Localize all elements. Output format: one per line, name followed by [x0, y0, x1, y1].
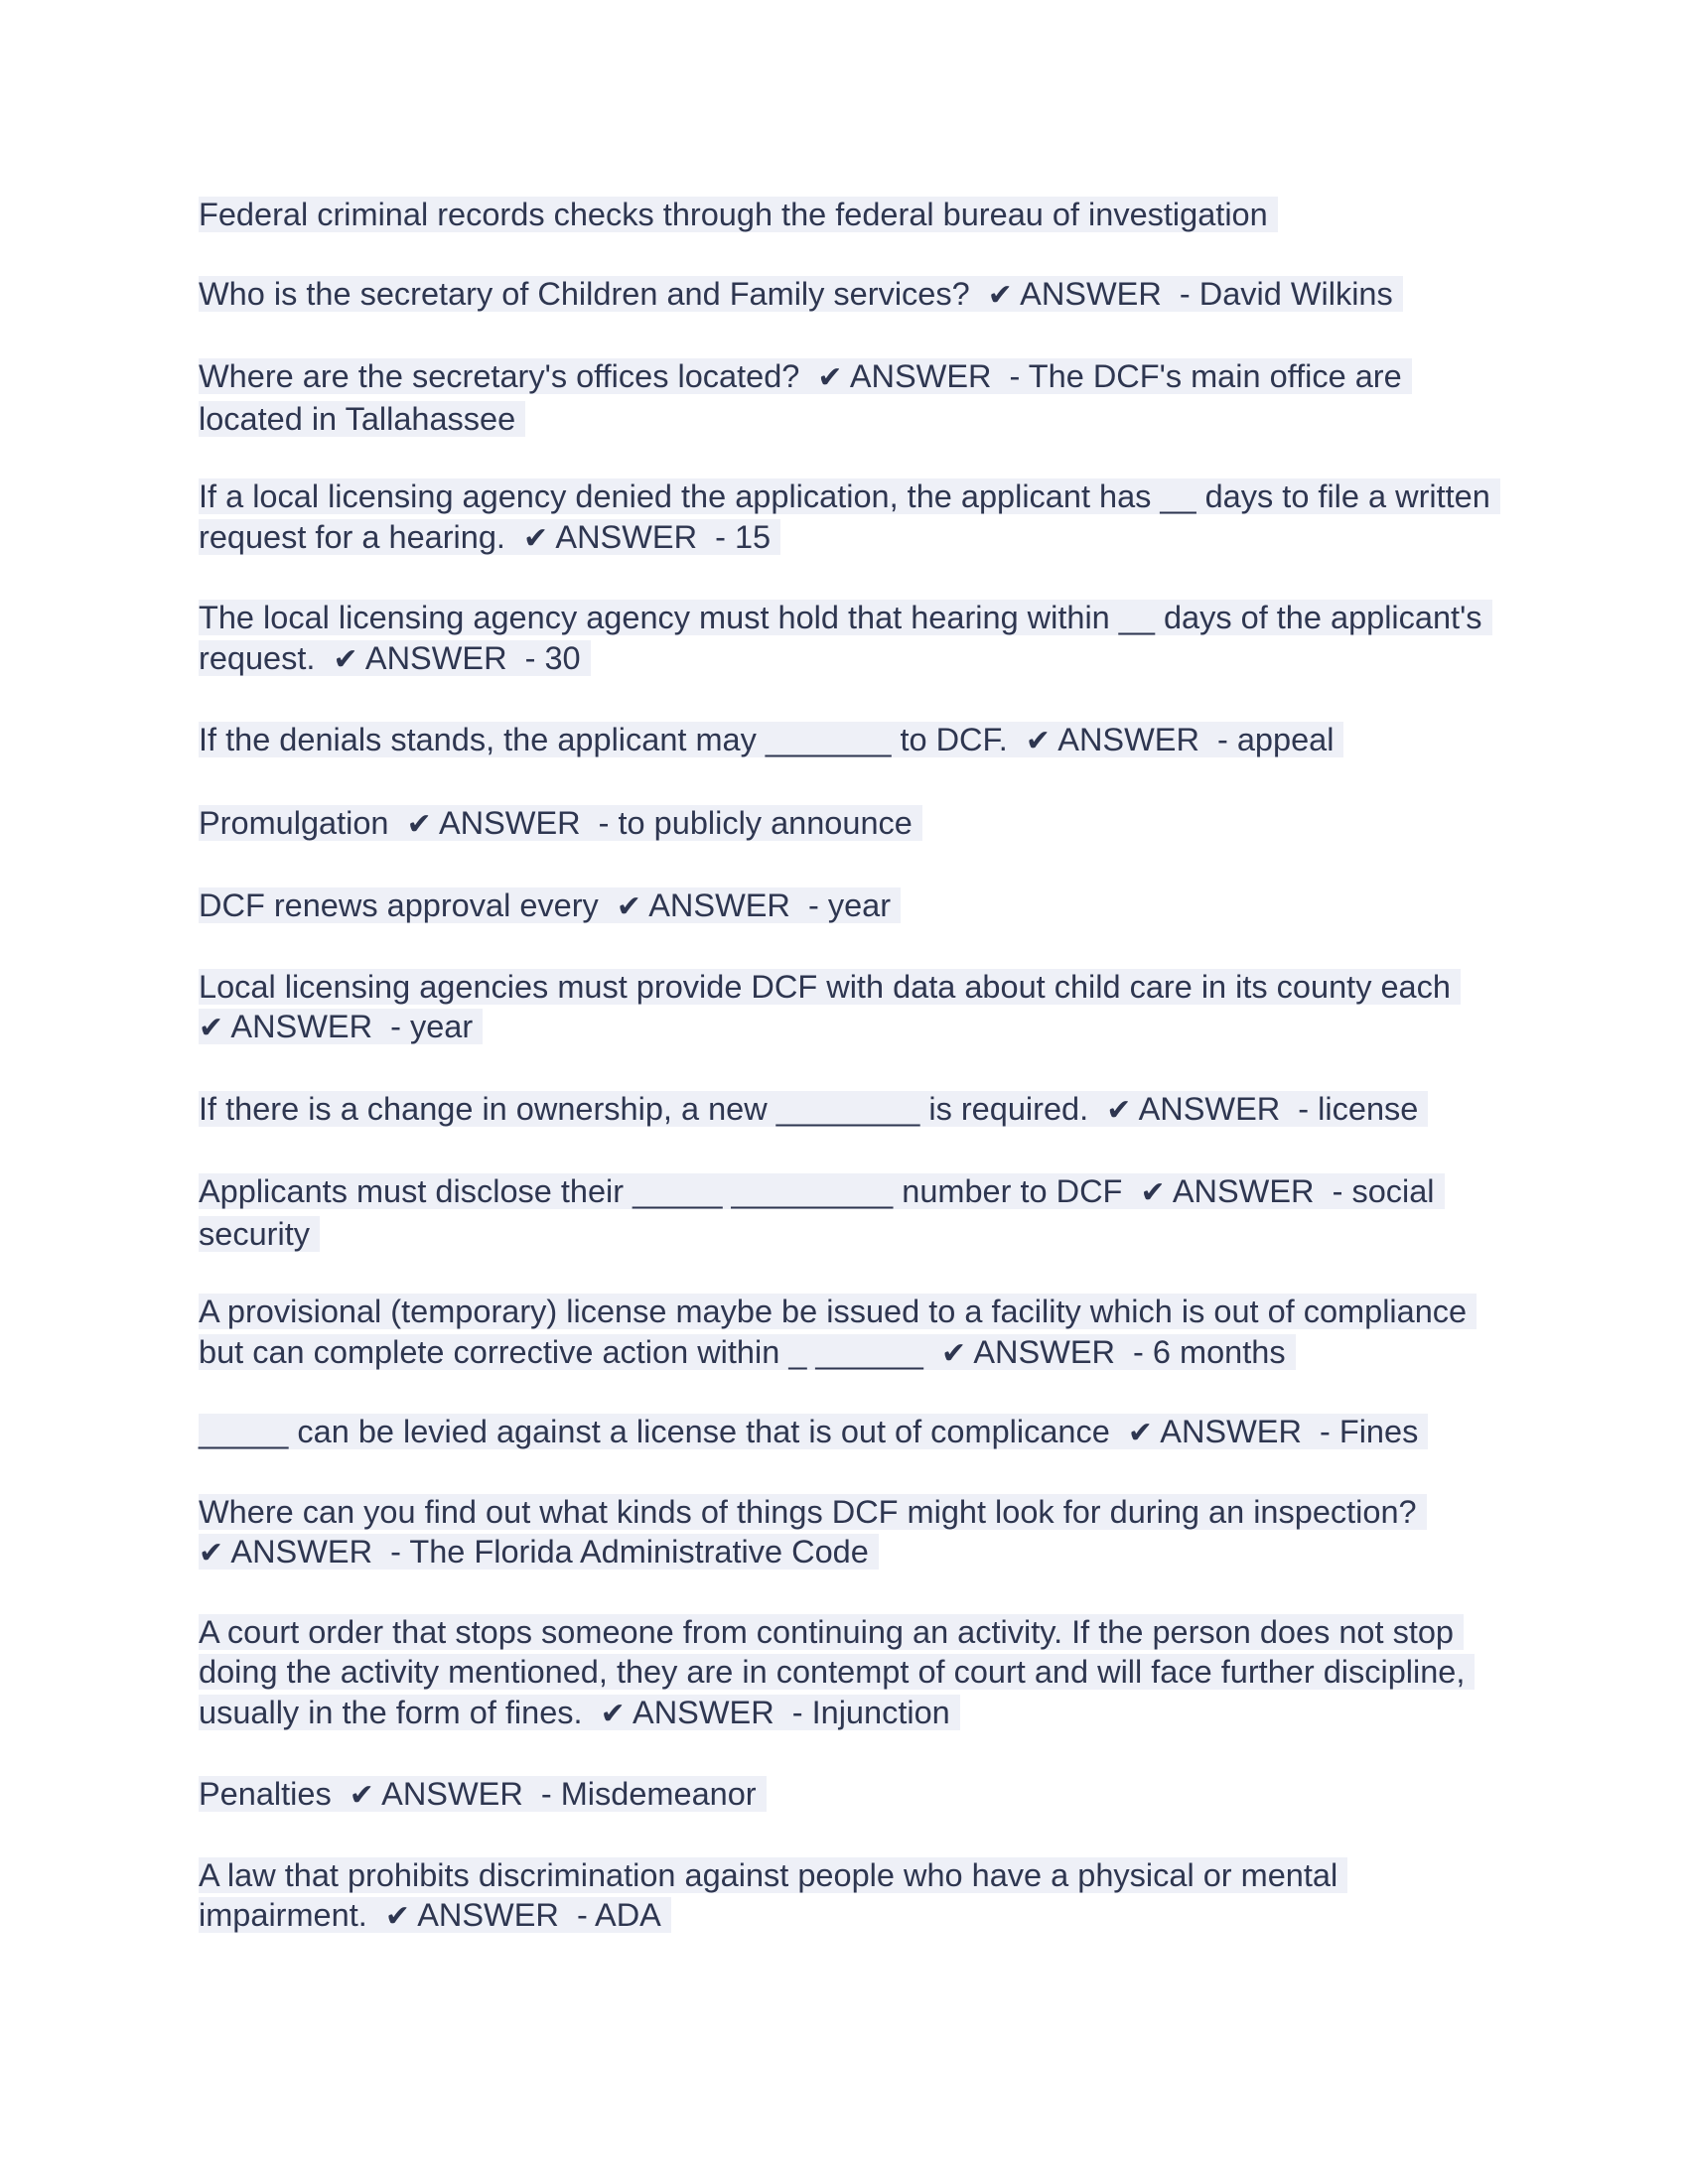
question-text: Applicants must disclose their _____ _________ number to DCF — [199, 1173, 1123, 1209]
answer-text: social security — [199, 1173, 1435, 1252]
question-text: Who is the secretary of Children and Family services? — [199, 275, 970, 312]
checkmark-icon: ✔ — [406, 806, 432, 842]
question-text: Where can you find out what kinds of things DCF might look for during an inspection? — [199, 1493, 1417, 1530]
entry-5: The local licensing agency agency must hold that hearing within __ days of the applicant's request. ✔ ANSWER - 30 — [199, 598, 1499, 680]
question-text: Penalties — [199, 1776, 332, 1812]
question-text: If there is a change in ownership, a new ________ is required. — [199, 1090, 1089, 1127]
answer-label: ANSWER — [1020, 275, 1162, 312]
checkmark-icon: ✔ — [523, 520, 549, 556]
question-text: A law that prohibits discrimination against people who have a physical or mental impairment. — [199, 1856, 1338, 1933]
entry-6: If the denials stands, the applicant may _______ to DCF. ✔ ANSWER - appeal — [199, 720, 1499, 762]
question-text: The local licensing agency agency must hold that hearing within __ days of the applicant's request. — [199, 600, 1482, 676]
checkmark-icon: ✔ — [1106, 1092, 1132, 1128]
answer-text: 30 — [544, 639, 581, 676]
question-text: Promulgation — [199, 804, 389, 841]
question-text: Local licensing agencies must provide DCF with data about child care in its county each — [199, 968, 1451, 1005]
checkmark-icon: ✔ — [384, 1899, 410, 1934]
answer-label: ANSWER — [1160, 1414, 1302, 1449]
entry-11: Applicants must disclose their _____ _________ number to DCF ✔ ANSWER - social security — [199, 1171, 1499, 1254]
entry-17: A law that prohibits discrimination against people who have a physical or mental impairment. ✔ ANSWER - ADA — [199, 1855, 1499, 1938]
entry-13: _____ can be levied against a license that is out of complicance ✔ ANSWER - Fines — [199, 1412, 1499, 1454]
answer-label: ANSWER — [417, 1897, 559, 1933]
question-text: A provisional (temporary) license maybe be issued to a facility which is out of compliance but can complete corrective action within _ ______ — [199, 1294, 1468, 1370]
entry-2: Who is the secretary of Children and Family services? ✔ ANSWER - David Wilkins — [199, 274, 1499, 317]
answer-text: 6 months — [1152, 1333, 1286, 1370]
answer-label: ANSWER — [230, 1009, 373, 1044]
checkmark-icon: ✔ — [349, 1778, 374, 1813]
entry-9: Local licensing agencies must provide DCF with data about child care in its county each ✔ ANSWER - year — [199, 967, 1499, 1049]
answer-label: ANSWER — [1057, 722, 1199, 757]
entry-8: DCF renews approval every ✔ ANSWER - year — [199, 886, 1499, 928]
answer-label: ANSWER — [633, 1694, 774, 1730]
entry-16: Penalties ✔ ANSWER - Misdemeanor — [199, 1774, 1499, 1817]
answer-text: The DCF's main office are located in Tallahassee — [199, 358, 1402, 437]
answer-text: year — [827, 887, 892, 923]
checkmark-icon: ✔ — [199, 1536, 224, 1570]
checkmark-icon: ✔ — [600, 1696, 626, 1731]
answer-text: David Wilkins — [1198, 275, 1393, 312]
answer-text: Misdemeanor — [560, 1776, 757, 1812]
question-text: If a local licensing agency denied the application, the applicant has __ days to file a written request for a hearing. — [199, 478, 1490, 555]
question-text: Where are the secretary's offices located? — [199, 358, 800, 394]
answer-label: ANSWER — [1138, 1090, 1281, 1127]
entry-3: Where are the secretary's offices located? ✔ ANSWER - The DCF's main office are located in Tallahassee — [199, 356, 1499, 439]
entry-14: Where can you find out what kinds of things DCF might look for during an inspection? ✔ ANSWER - The Florida Administrative Code — [199, 1492, 1499, 1574]
question-text: Federal criminal records checks through the federal bureau of investigation — [199, 197, 1268, 232]
answer-label: ANSWER — [230, 1534, 373, 1570]
checkmark-icon: ✔ — [940, 1335, 967, 1371]
answer-text: The Florida Administrative Code — [409, 1534, 869, 1570]
entry-7: Promulgation ✔ ANSWER - to publicly announce — [199, 803, 1499, 846]
answer-text: appeal — [1236, 722, 1335, 757]
question-text: DCF renews approval every — [199, 887, 599, 923]
answer-text: Fines — [1338, 1414, 1419, 1449]
document-page — [199, 195, 1499, 1938]
answer-label: ANSWER — [849, 358, 992, 394]
entry-10: If there is a change in ownership, a new ________ is required. ✔ ANSWER - license — [199, 1089, 1499, 1132]
answer-text: year — [409, 1009, 474, 1044]
answer-text: Injunction — [811, 1694, 950, 1730]
answer-label: ANSWER — [438, 804, 581, 841]
entry-1 — [199, 195, 1499, 235]
entry-15: A court order that stops someone from continuing an activity. If the person does not stop doing the activity mentioned, they are in contempt of court and will face further discipline, usually in the form of fines. ✔ ANSWER - Injunction — [199, 1612, 1499, 1735]
entry-4: If a local licensing agency denied the application, the applicant has __ days to file a written request for a hearing. ✔ ANSWER - 15 — [199, 477, 1499, 559]
checkmark-icon: ✔ — [199, 1011, 224, 1045]
checkmark-icon: ✔ — [817, 360, 843, 395]
answer-label: ANSWER — [973, 1333, 1115, 1370]
checkmark-icon: ✔ — [333, 641, 358, 677]
entry-12: A provisional (temporary) license maybe be issued to a facility which is out of compliance but can complete corrective action within _ ______ ✔ ANSWER - 6 months — [199, 1292, 1499, 1374]
answer-text: license — [1318, 1090, 1419, 1127]
answer-text: ADA — [595, 1897, 661, 1933]
answer-label: ANSWER — [1172, 1173, 1315, 1209]
checkmark-icon: ✔ — [1025, 724, 1052, 758]
checkmark-icon: ✔ — [616, 889, 641, 924]
question-text: If the denials stands, the applicant may _______ to DCF. — [199, 722, 1008, 757]
checkmark-icon: ✔ — [1140, 1175, 1166, 1210]
answer-text: 15 — [734, 518, 772, 555]
answer-label: ANSWER — [364, 639, 507, 676]
checkmark-icon: ✔ — [1127, 1416, 1154, 1450]
answer-label: ANSWER — [555, 518, 698, 555]
answer-label: ANSWER — [648, 887, 790, 923]
checkmark-icon: ✔ — [987, 277, 1013, 313]
answer-text: to publicly announce — [618, 804, 913, 841]
answer-label: ANSWER — [381, 1776, 523, 1812]
question-text: _____ can be levied against a license that is out of complicance — [199, 1414, 1110, 1449]
question-text: A court order that stops someone from continuing an activity. If the person does not stop doing the activity mentioned, they are in contempt of court and will face further discipline, usually in the form of fines. — [199, 1613, 1466, 1730]
